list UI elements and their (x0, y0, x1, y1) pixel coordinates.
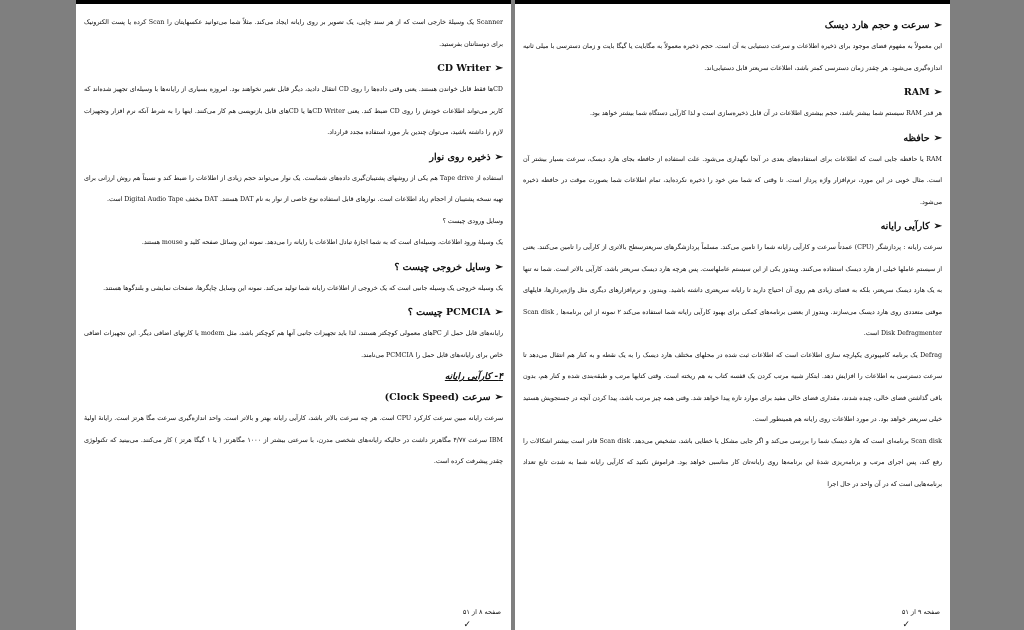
section-heading (84, 306, 503, 320)
heading-text: حافظه (903, 132, 930, 144)
section-heading (84, 151, 503, 165)
section-heading (523, 220, 942, 234)
heading-text: RAM (903, 87, 930, 98)
section-heading (523, 86, 942, 100)
body-paragraph: Scan disk برنامه‌ای است که هارد دیسک شما را بررسی می‌کند و اگر جایی مشکل یا خطایی باشد، تشخیص می‌دهد. Scan disk قادر است بیشتر اشکالات را رفع کند، پس اجرای مرتب و برنامه‌ریزی شدهٔ این برنامه‌ها روی رایانه‌تان کار مناسبی خواهد بود. فراموش نکنید که کارآیی رایانه شما به شدت تابع تعداد برنامه‌هایی است که در آن واحد در حال اجرا (523, 437, 942, 488)
page-footer: صفحه ۹ از ۵۱ (901, 608, 940, 616)
body-paragraph: یک وسیله خروجی یک وسیله جانبی است که یک خروجی از اطلاعات رایانه شما تولید می‌کند. نمونه این وسایل چاپگرها، صفحات نمایشی و بلندگوها هستند. (103, 284, 503, 292)
arrow-bullet-icon: ➢ (494, 307, 503, 318)
page-footer: صفحه ۸ از ۵۱ (462, 608, 501, 616)
arrow-bullet-icon: ➢ (494, 392, 503, 403)
arrow-bullet-icon: ➢ (933, 132, 942, 144)
heading-text: سرعت و حجم هارد دیسک (824, 20, 930, 31)
arrow-bullet-icon: ➢ (494, 261, 503, 273)
body-paragraph: هر قدر RAM سیستم شما بیشتر باشد، حجم بیشتری اطلاعات در آن قابل ذخیره‌سازی است و لذا کارآیی دستگاه شما بیشتر خواهد بود. (589, 110, 942, 117)
section-heading (84, 62, 503, 76)
section-heading (523, 19, 942, 33)
body-paragraph: CDها فقط قابل خواندن هستند. یعنی وقتی داده‌ها را روی CD انتقال دادید، دیگر قابل تغییر نخواهند بود. امروزه بسیاری از رایانه‌ها با وسیله‌ای تجهیز شده‌اند که کاربر می‌تواند اطلاعات خودش را روی CD ضبط کند. یعنی CD Writerها یا CDهای قابل بازنویسی هم کار می‌کنند. اینها را به شرط آنکه نرم افزار وتجهیزات لازم را داشته باشید، می‌توان چندین بار مورد استفاده مجدد قرارداد. (84, 86, 503, 136)
page-top-border (76, 0, 511, 4)
heading-text: سرعت (Clock Speed) (384, 392, 491, 403)
heading-text: وسایل خروجی چیست ؟ (394, 261, 491, 273)
arrow-bullet-icon: ➢ (933, 87, 942, 98)
body-paragraph: وسایل ورودی چیست ؟ (442, 217, 503, 225)
heading-text: PCMCIA چیست ؟ (407, 307, 491, 318)
arrow-bullet-icon: ➢ (494, 63, 503, 74)
body-paragraph: RAM یا حافظه جایی است که اطلاعات برای استفاده‌های بعدی در آنجا نگهداری می‌شود. علت استفاده از حافظه بجای هارد دیسک، سرعت بسیار بیشتر آن است. مثال خوبی در این مورد، نرم‌افزار واژه پرداز است. تا وقتی که شما متن خود را ذخیره نکرده‌اید، تمام اطلاعات شما بصورت موقت در حافظه ذخیره می‌شود. (523, 155, 942, 206)
body-paragraph: Defrag یک برنامه کامپیوتری یکپارچه سازی اطلاعات است که اطلاعات ثبت شده در محلهای مختلف هارد دیسک را به یک نقطه و به کنار هم انتقال می‌دهد تا سرعت دسترسی به اطلاعات را افزایش دهد. ابتکار شبیه مرتب کردن یک قفسه کتاب به هم ریخته است. وقتی کتابها مرتب و طبقه‌بندی شده و کنار هم، بدون باقی گذاشتن فضای خالی، چیده شدند، مقداری فضای خالی مفید برای موارد تازه پیدا خواهد شد. وقتی همه چیز مرتب باشد، پیدا کردن آنچه در جستجویش هستید خیلی سریعتر خواهد بود. در مورد اطلاعات روی رایانه هم همینطور است. (523, 351, 942, 423)
body-paragraph: یک وسیلهٔ ورود اطلاعات، وسیله‌ای است که به شما اجازهٔ تبادل اطلاعات با رایانه را می‌دهد. نمونه این وسائل صفحه کلید و mouse هستند. (141, 239, 503, 246)
body-paragraph: سرعت رایانه : پردازشگر (CPU) عمدتاً سرعت و کارآیی رایانه شما را تامین می‌کند. مسلماً پردازشگرهای سریعترسطح بالاتری از کارآیی را تامین می‌کنند. یعنی از سیستم عاملها خیلی از هارد دیسک استفاده می‌کنند. ویندوز یکی از این سیستم عاملهاست. پس هرچه هارد دیسک سریعتر باشد، کارآیی بالاتر است. شما نه تنها به یک هارد دیسک سریعتر، بلکه به فضای زیادی هم روی آن احتیاج دارید تا رایانه سریعتری داشته باشید. ویندوز، و نرم‌افزارهای دیگری مثل واژه‌پردازها، فایلهای موقتی متعددی روی هارد دیسک می‌سازند. ویندوز از بعضی برنامه‌های کمکی برای بهبود کارآیی رایانه شما استفاده می‌کند ۲ نمونه از این برنامه‌ها Scan disk , Disk Defragmenter است. (523, 244, 943, 337)
page-content (523, 12, 942, 495)
chapter-title: ۴- کارآیی رایانه (444, 372, 503, 382)
document-page-left (76, 0, 511, 630)
body-paragraph: این معمولاً به مفهوم فضای موجود برای ذخیره اطلاعات و سرعت دستیابی به آن است. حجم ذخیره معمولاً به مگابایت یا گیگا بایت و زمان دسترسی با میلی ثانیه اندازه‌گیری می‌شود. هر چقدر زمان دسترسی کمتر باشد، اطلاعات سریعتر قابل دستیابی‌اند. (523, 43, 942, 72)
checkmark-icon: ✓ (902, 620, 910, 630)
page-content (84, 12, 503, 473)
heading-text: ذخیره روی نوار (429, 151, 491, 163)
heading-text: کارآیی رایانه (880, 221, 930, 232)
section-heading (523, 132, 942, 146)
arrow-bullet-icon: ➢ (933, 221, 942, 232)
body-paragraph: سرعت رایانه مبین سرعت کارکرد CPU است. هر چه سرعت بالاتر باشد، کارآیی رایانه بهتر و بالاتر است. واحد اندازه‌گیری سرعت مگا هرتز است. رایانهٔ اولیهٔ IBM سرعت ۴/۷۷ مگاهرتز داشت در حالیکه رایانه‌های شخصی مدرن، با سرعتی بیشتر از ۱۰۰۰ مگاهرتز ( یا ۱ گیگا هرتز ) کار می‌کنند. می‌بینید که تکنولوژی چقدر پیشرفت کرده است. (84, 415, 503, 465)
document-page-right (515, 0, 950, 630)
page-top-border (515, 0, 950, 4)
section-heading (84, 391, 503, 405)
body-paragraph: رایانه‌های قابل حمل از PCهای معمولی کوچکتر هستند، لذا باید تجهیزات جانبی آنها هم کوچکتر باشد، مثل modem یا کارتهای اضافی دیگر. این تجهیزات اضافی خاص برای رایانه‌های قابل حمل را PCMCIA می‌نامند. (84, 330, 504, 359)
checkmark-icon: ✓ (463, 620, 471, 630)
heading-text: CD Writer (437, 63, 491, 74)
arrow-bullet-icon: ➢ (494, 151, 503, 163)
arrow-bullet-icon: ➢ (933, 20, 942, 31)
section-heading (84, 261, 503, 275)
body-paragraph: Scanner یک وسیلهٔ خارجی است که از هر سند چاپی، یک تصویر بر روی رایانه ایجاد می‌کند. مثلاً شما می‌توانید عکسهایتان را Scan کرده یا پست الکترونیک برای دوستانتان بفرستید. (84, 19, 503, 48)
body-paragraph: استفاده از Tape drive هم یکی از روشهای پشتیبان‌گیری داده‌های شماست. یک نوار می‌تواند حجم زیادی از اطلاعات را ضبط کند و نسبتاً هم روش ارزانی برای تهیه نسخه پشتیبان از احجام زیاد اطلاعات است. نوارهای قابل استفاده نوع خاصی از نوار به نام DAT هستند. DAT مخفف Digital Audio Tape است. (84, 174, 503, 203)
